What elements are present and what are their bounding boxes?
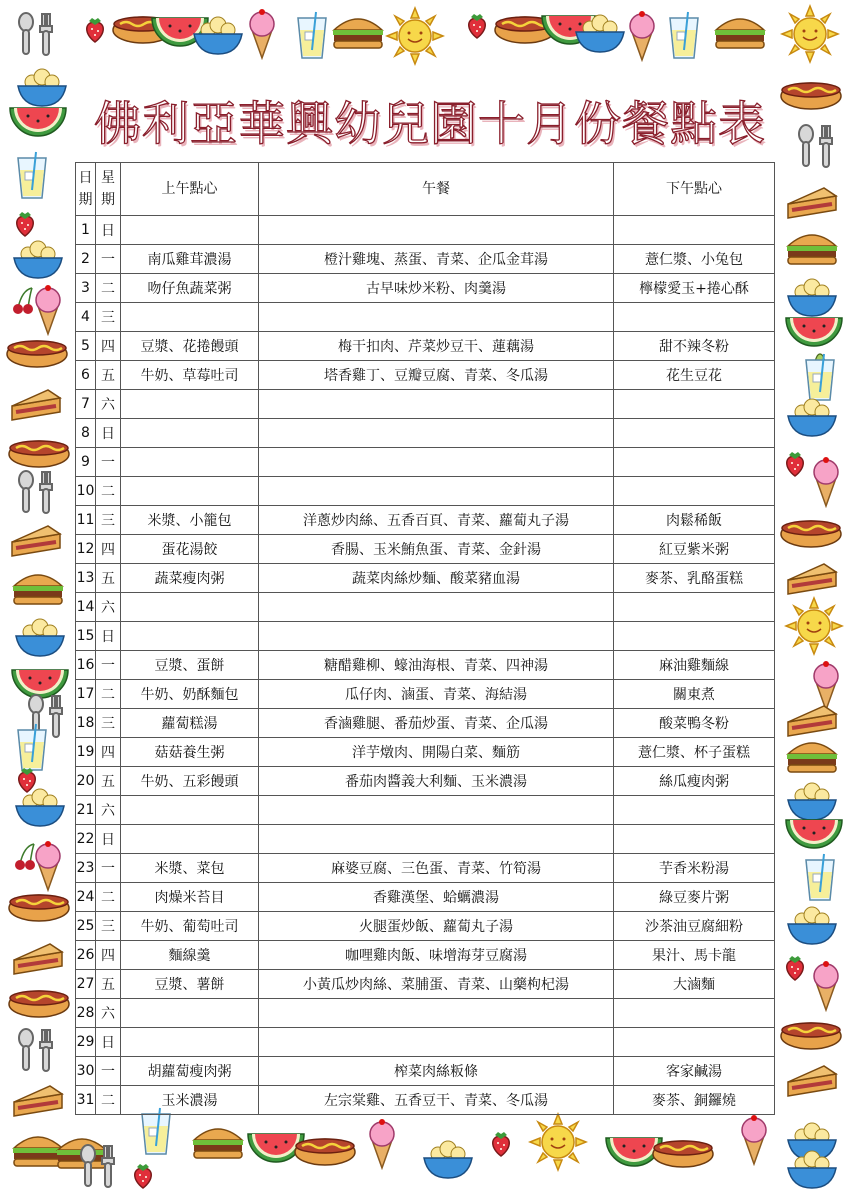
pm-snack-cell: 果汁、馬卡龍 <box>614 941 775 970</box>
lunch-cell: 梅干扣肉、芹菜炒豆干、蓮藕湯 <box>259 332 614 361</box>
table-row <box>76 593 775 622</box>
ice-cream-icon <box>734 1114 774 1166</box>
weekday-cell: 五 <box>96 767 121 796</box>
pm-snack-cell <box>614 216 775 245</box>
juice-glass-icon <box>800 852 840 904</box>
sun-icon <box>784 596 844 656</box>
fork-spoon-icon <box>10 8 62 60</box>
table-row <box>76 1028 775 1057</box>
table-row <box>76 245 775 274</box>
table-row <box>76 854 775 883</box>
day-cell: 12 <box>76 535 96 564</box>
pear-icon <box>808 348 832 378</box>
day-cell: 8 <box>76 419 96 448</box>
am-snack-cell <box>121 999 259 1028</box>
pm-snack-cell: 麻油雞麵線 <box>614 651 775 680</box>
pie-icon <box>784 698 840 742</box>
table-row <box>76 883 775 912</box>
pm-snack-cell <box>614 999 775 1028</box>
am-snack-cell <box>121 825 259 854</box>
am-snack-cell: 豆漿、蛋餅 <box>121 651 259 680</box>
day-cell: 23 <box>76 854 96 883</box>
lunch-cell <box>259 477 614 506</box>
day-cell: 3 <box>76 274 96 303</box>
pie-icon <box>784 556 840 600</box>
header-date: 日 期 <box>76 163 96 216</box>
watermelon-icon <box>10 666 70 706</box>
lunch-cell: 香滷雞腿、番茄炒蛋、青菜、企瓜湯 <box>259 709 614 738</box>
weekday-cell: 三 <box>96 506 121 535</box>
lunch-cell: 瓜仔肉、滷蛋、青菜、海結湯 <box>259 680 614 709</box>
pm-snack-cell: 綠豆麥片粥 <box>614 883 775 912</box>
lunch-cell <box>259 622 614 651</box>
weekday-cell: 六 <box>96 796 121 825</box>
table-row <box>76 274 775 303</box>
ice-cream-icon <box>28 840 68 892</box>
strawberry-icon <box>780 448 810 478</box>
table-row <box>76 622 775 651</box>
pm-snack-cell: 沙茶油豆腐細粉 <box>614 912 775 941</box>
am-snack-cell: 吻仔魚蔬菜粥 <box>121 274 259 303</box>
am-snack-cell <box>121 448 259 477</box>
lunch-cell <box>259 593 614 622</box>
am-snack-cell: 胡蘿蔔瘦肉粥 <box>121 1057 259 1086</box>
lunch-cell: 橙汁雞塊、蒸蛋、青菜、企瓜金茸湯 <box>259 245 614 274</box>
day-cell: 15 <box>76 622 96 651</box>
table-row <box>76 390 775 419</box>
day-cell: 17 <box>76 680 96 709</box>
weekday-cell: 四 <box>96 535 121 564</box>
lunch-cell: 洋芋燉肉、開陽白菜、麵筋 <box>259 738 614 767</box>
table-row <box>76 680 775 709</box>
popcorn-bowl-icon <box>784 904 840 948</box>
table-row <box>76 419 775 448</box>
am-snack-cell <box>121 216 259 245</box>
table-row <box>76 535 775 564</box>
day-cell: 28 <box>76 999 96 1028</box>
pm-snack-cell <box>614 1028 775 1057</box>
hotdog-icon <box>4 330 70 370</box>
header-row <box>76 163 775 216</box>
pie-icon <box>8 382 64 426</box>
lunch-cell: 咖哩雞肉飯、味增海芽豆腐湯 <box>259 941 614 970</box>
ice-cream-icon <box>242 8 282 60</box>
cherry-icon <box>8 286 38 316</box>
table-row <box>76 448 775 477</box>
pm-snack-cell <box>614 477 775 506</box>
am-snack-cell <box>121 419 259 448</box>
lunch-cell <box>259 796 614 825</box>
header-lunch: 午餐 <box>259 163 614 216</box>
am-snack-cell: 玉米濃湯 <box>121 1086 259 1115</box>
weekday-cell: 一 <box>96 854 121 883</box>
strawberry-icon <box>486 1128 516 1158</box>
am-snack-cell <box>121 622 259 651</box>
table-row <box>76 332 775 361</box>
lunch-cell: 榨菜肉絲粄條 <box>259 1057 614 1086</box>
lunch-cell: 塔香雞丁、豆瓣豆腐、青菜、冬瓜湯 <box>259 361 614 390</box>
day-cell: 11 <box>76 506 96 535</box>
pm-snack-cell: 客家鹹湯 <box>614 1057 775 1086</box>
lunch-cell: 小黃瓜炒肉絲、菜脯蛋、青菜、山藥枸杞湯 <box>259 970 614 999</box>
weekday-cell: 日 <box>96 825 121 854</box>
cherry-icon <box>10 842 40 872</box>
day-cell: 29 <box>76 1028 96 1057</box>
watermelon-icon <box>150 14 210 54</box>
am-snack-cell <box>121 1028 259 1057</box>
strawberry-icon <box>12 764 42 794</box>
lunch-cell: 香雞漢堡、蛤蠣濃湯 <box>259 883 614 912</box>
watermelon-icon <box>246 1130 306 1170</box>
weekday-cell: 六 <box>96 390 121 419</box>
weekday-cell: 四 <box>96 332 121 361</box>
hotdog-icon <box>778 1012 844 1052</box>
pm-snack-cell: 大滷麵 <box>614 970 775 999</box>
weekday-cell: 日 <box>96 216 121 245</box>
meal-table <box>75 162 775 1115</box>
weekday-cell: 二 <box>96 680 121 709</box>
table-row <box>76 506 775 535</box>
am-snack-cell: 牛奶、五彩饅頭 <box>121 767 259 796</box>
day-cell: 5 <box>76 332 96 361</box>
juice-glass-icon <box>292 10 332 62</box>
lunch-cell: 蔬菜肉絲炒麵、酸菜豬血湯 <box>259 564 614 593</box>
popcorn-bowl-icon <box>572 12 628 56</box>
fork-spoon-icon <box>790 120 842 172</box>
table-row <box>76 767 775 796</box>
strawberry-icon <box>128 1160 158 1190</box>
burger-icon <box>10 566 66 610</box>
pm-snack-cell <box>614 622 775 651</box>
burger-icon <box>784 226 840 270</box>
day-cell: 18 <box>76 709 96 738</box>
weekday-cell: 一 <box>96 1057 121 1086</box>
am-snack-cell: 豆漿、花捲饅頭 <box>121 332 259 361</box>
fork-spoon-icon <box>10 466 62 518</box>
lunch-cell: 火腿蛋炒飯、蘿蔔丸子湯 <box>259 912 614 941</box>
day-cell: 20 <box>76 767 96 796</box>
header-weekday: 星 期 <box>96 163 121 216</box>
weekday-cell: 二 <box>96 274 121 303</box>
day-cell: 6 <box>76 361 96 390</box>
lunch-cell: 番茄肉醬義大利麵、玉米濃湯 <box>259 767 614 796</box>
lunch-cell <box>259 390 614 419</box>
fork-spoon-icon <box>20 690 72 742</box>
am-snack-cell <box>121 477 259 506</box>
popcorn-bowl-icon <box>420 1138 476 1182</box>
am-snack-cell: 肉燥米苔目 <box>121 883 259 912</box>
sun-icon <box>385 6 445 66</box>
day-cell: 7 <box>76 390 96 419</box>
pm-snack-cell: 肉鬆稀飯 <box>614 506 775 535</box>
weekday-cell: 一 <box>96 651 121 680</box>
weekday-cell: 六 <box>96 999 121 1028</box>
juice-glass-icon <box>664 10 704 62</box>
fork-spoon-icon <box>72 1140 124 1192</box>
sun-icon <box>780 4 840 64</box>
lunch-cell: 香腸、玉米鮪魚蛋、青菜、金針湯 <box>259 535 614 564</box>
burger-icon <box>190 1120 246 1164</box>
hotdog-icon <box>778 510 844 550</box>
lunch-cell <box>259 999 614 1028</box>
pm-snack-cell: 酸菜鴨冬粉 <box>614 709 775 738</box>
lunch-cell: 左宗棠雞、五香豆干、青菜、冬瓜湯 <box>259 1086 614 1115</box>
day-cell: 9 <box>76 448 96 477</box>
pm-snack-cell: 紅豆紫米粥 <box>614 535 775 564</box>
hotdog-icon <box>6 980 72 1020</box>
popcorn-bowl-icon <box>12 786 68 830</box>
day-cell: 25 <box>76 912 96 941</box>
ice-cream-icon <box>806 960 846 1012</box>
table-row <box>76 1057 775 1086</box>
day-cell: 30 <box>76 1057 96 1086</box>
table-row <box>76 912 775 941</box>
weekday-cell: 四 <box>96 941 121 970</box>
pm-snack-cell <box>614 303 775 332</box>
am-snack-cell: 蔬菜瘦肉粥 <box>121 564 259 593</box>
pm-snack-cell <box>614 796 775 825</box>
weekday-cell: 二 <box>96 1086 121 1115</box>
popcorn-bowl-icon <box>190 14 246 58</box>
table-row <box>76 796 775 825</box>
day-cell: 26 <box>76 941 96 970</box>
weekday-cell: 三 <box>96 912 121 941</box>
sun-icon <box>528 1112 588 1172</box>
popcorn-bowl-icon <box>784 780 840 824</box>
popcorn-bowl-icon <box>784 396 840 440</box>
lunch-cell: 古早味炒米粉、肉羹湯 <box>259 274 614 303</box>
table-row <box>76 216 775 245</box>
weekday-cell: 五 <box>96 361 121 390</box>
ice-cream-icon <box>622 10 662 62</box>
header-am-snack: 上午點心 <box>121 163 259 216</box>
am-snack-cell <box>121 390 259 419</box>
strawberry-icon <box>10 208 40 238</box>
popcorn-bowl-icon <box>10 238 66 282</box>
weekday-cell: 一 <box>96 245 121 274</box>
day-cell: 22 <box>76 825 96 854</box>
ice-cream-icon <box>362 1118 402 1170</box>
day-cell: 10 <box>76 477 96 506</box>
lunch-cell: 糖醋雞柳、蠔油海根、青菜、四神湯 <box>259 651 614 680</box>
hotdog-icon <box>650 1130 716 1170</box>
am-snack-cell <box>121 593 259 622</box>
table-row <box>76 825 775 854</box>
day-cell: 19 <box>76 738 96 767</box>
table-row <box>76 999 775 1028</box>
hotdog-icon <box>6 430 72 470</box>
burger-icon <box>330 10 386 54</box>
table-row <box>76 738 775 767</box>
pm-snack-cell: 芋香米粉湯 <box>614 854 775 883</box>
pm-snack-cell <box>614 593 775 622</box>
pm-snack-cell: 花生豆花 <box>614 361 775 390</box>
pm-snack-cell: 關東煮 <box>614 680 775 709</box>
am-snack-cell: 牛奶、葡萄吐司 <box>121 912 259 941</box>
pm-snack-cell: 甜不辣冬粉 <box>614 332 775 361</box>
weekday-cell: 日 <box>96 419 121 448</box>
watermelon-icon <box>604 1134 664 1174</box>
am-snack-cell: 牛奶、草莓吐司 <box>121 361 259 390</box>
am-snack-cell: 豆漿、薯餅 <box>121 970 259 999</box>
am-snack-cell: 菇菇養生粥 <box>121 738 259 767</box>
table-row <box>76 941 775 970</box>
weekday-cell: 三 <box>96 303 121 332</box>
pie-icon <box>784 1058 840 1102</box>
popcorn-bowl-icon <box>784 276 840 320</box>
am-snack-cell: 米漿、菜包 <box>121 854 259 883</box>
ice-cream-icon <box>28 284 68 336</box>
day-cell: 4 <box>76 303 96 332</box>
hotdog-icon <box>110 6 176 46</box>
day-cell: 27 <box>76 970 96 999</box>
weekday-cell: 六 <box>96 593 121 622</box>
burger-icon <box>712 10 768 54</box>
weekday-cell: 日 <box>96 622 121 651</box>
burger-icon <box>54 1130 110 1174</box>
weekday-cell: 五 <box>96 564 121 593</box>
day-cell: 14 <box>76 593 96 622</box>
weekday-cell: 三 <box>96 709 121 738</box>
am-snack-cell: 牛奶、奶酥麵包 <box>121 680 259 709</box>
table-row <box>76 651 775 680</box>
lunch-cell <box>259 825 614 854</box>
pm-snack-cell: 檸檬愛玉+捲心酥 <box>614 274 775 303</box>
pm-snack-cell: 薏仁漿、杯子蛋糕 <box>614 738 775 767</box>
lunch-cell <box>259 419 614 448</box>
burger-icon <box>784 734 840 778</box>
table-row <box>76 361 775 390</box>
pm-snack-cell <box>614 825 775 854</box>
hotdog-icon <box>6 884 72 924</box>
table-row <box>76 477 775 506</box>
juice-glass-icon <box>12 150 52 202</box>
pie-icon <box>784 180 840 224</box>
hotdog-icon <box>292 1128 358 1168</box>
day-cell: 1 <box>76 216 96 245</box>
day-cell: 16 <box>76 651 96 680</box>
strawberry-icon <box>462 10 492 40</box>
weekday-cell: 四 <box>96 738 121 767</box>
ice-cream-icon <box>806 660 846 712</box>
day-cell: 13 <box>76 564 96 593</box>
weekday-cell: 日 <box>96 1028 121 1057</box>
lunch-cell <box>259 1028 614 1057</box>
pm-snack-cell <box>614 448 775 477</box>
am-snack-cell: 蘿蔔糕湯 <box>121 709 259 738</box>
day-cell: 31 <box>76 1086 96 1115</box>
pm-snack-cell: 麥茶、乳酪蛋糕 <box>614 564 775 593</box>
pm-snack-cell: 麥茶、銅鑼燒 <box>614 1086 775 1115</box>
ice-cream-icon <box>806 456 846 508</box>
weekday-cell: 五 <box>96 970 121 999</box>
am-snack-cell: 蛋花湯餃 <box>121 535 259 564</box>
day-cell: 2 <box>76 245 96 274</box>
am-snack-cell <box>121 303 259 332</box>
burger-icon <box>10 1128 66 1172</box>
lunch-cell <box>259 216 614 245</box>
watermelon-icon <box>8 104 68 144</box>
lunch-cell <box>259 303 614 332</box>
am-snack-cell <box>121 796 259 825</box>
popcorn-bowl-icon <box>12 616 68 660</box>
watermelon-icon <box>784 816 844 856</box>
watermelon-icon <box>784 314 844 354</box>
popcorn-bowl-icon <box>784 1120 840 1164</box>
pie-icon <box>10 936 66 980</box>
table-row <box>76 303 775 332</box>
pm-snack-cell: 絲瓜瘦肉粥 <box>614 767 775 796</box>
strawberry-icon <box>80 14 110 44</box>
lunch-cell: 洋蔥炒肉絲、五香百頁、青菜、蘿蔔丸子湯 <box>259 506 614 535</box>
popcorn-bowl-icon <box>784 1148 840 1192</box>
page-title: 佛利亞華興幼兒園十月份餐點表 <box>94 97 766 152</box>
day-cell: 21 <box>76 796 96 825</box>
pie-icon <box>10 1078 66 1122</box>
pie-icon <box>8 518 64 562</box>
fork-spoon-icon <box>10 1024 62 1076</box>
strawberry-icon <box>780 952 810 982</box>
header-pm-snack: 下午點心 <box>614 163 775 216</box>
hotdog-icon <box>492 6 558 46</box>
weekday-cell: 一 <box>96 448 121 477</box>
table-row <box>76 564 775 593</box>
table-row <box>76 970 775 999</box>
table-row <box>76 709 775 738</box>
am-snack-cell: 米漿、小籠包 <box>121 506 259 535</box>
juice-glass-icon <box>12 722 52 774</box>
pm-snack-cell <box>614 390 775 419</box>
day-cell: 24 <box>76 883 96 912</box>
lunch-cell: 麻婆豆腐、三色蛋、青菜、竹筍湯 <box>259 854 614 883</box>
popcorn-bowl-icon <box>14 66 70 110</box>
pm-snack-cell: 薏仁漿、小兔包 <box>614 245 775 274</box>
juice-glass-icon <box>800 352 840 404</box>
weekday-cell: 二 <box>96 477 121 506</box>
table-row <box>76 1086 775 1115</box>
watermelon-icon <box>540 12 600 52</box>
am-snack-cell: 麵線羹 <box>121 941 259 970</box>
am-snack-cell: 南瓜雞茸濃湯 <box>121 245 259 274</box>
weekday-cell: 二 <box>96 883 121 912</box>
pm-snack-cell <box>614 419 775 448</box>
lunch-cell <box>259 448 614 477</box>
